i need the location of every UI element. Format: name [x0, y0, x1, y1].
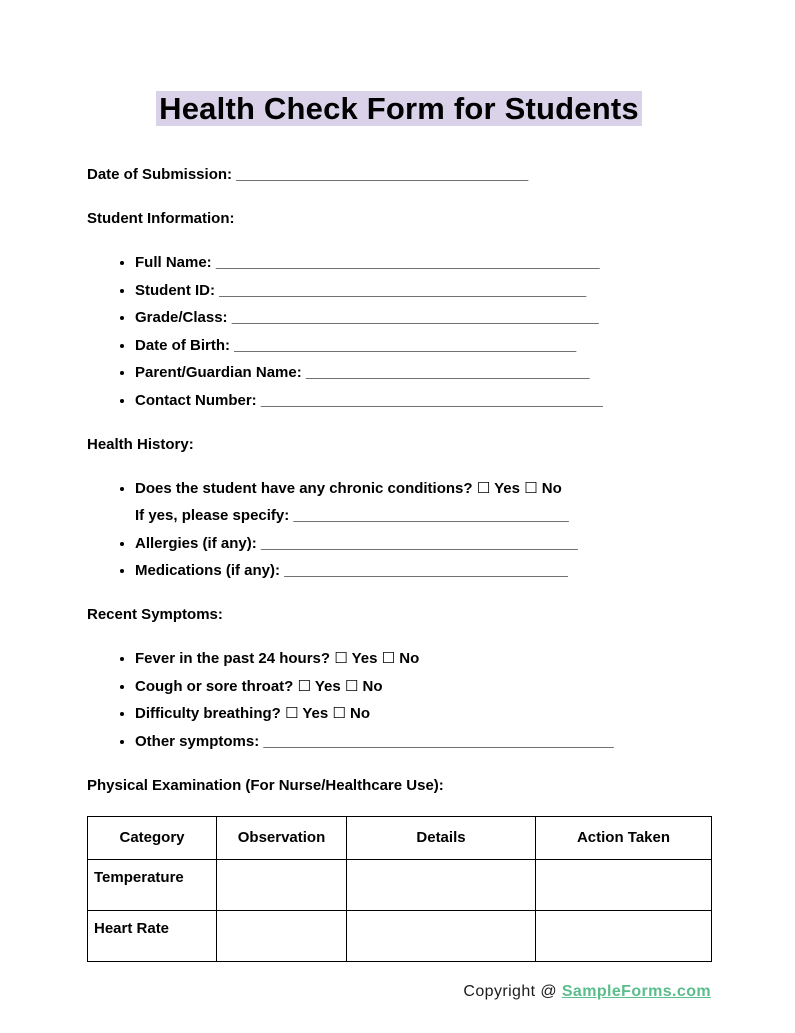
student-id-blank-line: ____________________________________________ [219, 281, 587, 299]
chronic-yes-checkbox-option: ☐ Yes [476, 479, 520, 497]
parent-guardian-blank-line: __________________________________ [305, 364, 590, 381]
contact-number-field-row [135, 387, 711, 415]
date-of-submission-blank-line: ___________________________________ [236, 166, 529, 183]
grade-class-label: Grade/Class: [135, 309, 228, 326]
fever-label: Fever in the past 24 hours? [135, 650, 331, 667]
parent-guardian-label: Parent/Guardian Name: [135, 364, 302, 381]
page-title-highlight: Health Check Form for Students [156, 91, 642, 126]
table-header-category: Category [88, 816, 217, 859]
student-id-field-row [135, 277, 711, 305]
medications-field-row [135, 557, 711, 585]
medications-blank-line: __________________________________ [284, 562, 568, 579]
recent-symptoms-list [87, 645, 711, 755]
other-symptoms-blank-line: __________________________________________ [263, 732, 614, 750]
physical-examination-table [87, 816, 712, 962]
breathing-label: Difficulty breathing? [135, 705, 281, 722]
table-header-action-taken: Action Taken [536, 816, 712, 859]
medications-label: Medications (if any): [135, 562, 281, 579]
chronic-conditions-field-row [135, 475, 711, 530]
section-heading-recent-symptoms: Recent Symptoms: [87, 606, 223, 623]
allergies-field-row [135, 530, 711, 558]
heart-rate-category-cell: Heart Rate [88, 910, 217, 961]
date-of-birth-field-row [135, 332, 711, 360]
breathing-no-checkbox-option: ☐ No [332, 705, 371, 722]
table-row-temperature [88, 859, 712, 910]
allergies-label: Allergies (if any): [135, 534, 257, 552]
table-header-row [88, 816, 712, 859]
fever-field-row [135, 645, 711, 673]
table-row-heart-rate [88, 910, 712, 961]
section-heading-student-information: Student Information: [87, 210, 235, 227]
date-of-submission-line [87, 161, 711, 189]
sampleforms-link[interactable]: SampleForms.com [561, 982, 711, 1000]
heart-rate-action-cell [536, 910, 712, 961]
full-name-blank-line: ______________________________________________ [215, 254, 600, 271]
fever-no-checkbox-option: ☐ No [381, 650, 420, 667]
health-history-list [87, 475, 711, 585]
copyright-text: Copyright @ [463, 982, 557, 1000]
footer [87, 983, 711, 1001]
breathing-field-row [135, 700, 711, 728]
date-of-submission-label: Date of Submission: [87, 166, 233, 183]
full-name-label: Full Name: [135, 254, 212, 271]
student-information-list [87, 249, 711, 414]
temperature-details-cell [347, 859, 536, 910]
temperature-observation-cell [217, 859, 347, 910]
chronic-no-checkbox-option: ☐ No [524, 479, 562, 497]
fever-yes-checkbox-option: ☐ Yes [334, 650, 378, 667]
cough-field-row [135, 673, 711, 701]
heart-rate-observation-cell [217, 910, 347, 961]
allergies-blank-line: ______________________________________ [260, 534, 578, 552]
parent-guardian-field-row [135, 359, 711, 387]
temperature-category-cell: Temperature [88, 859, 217, 910]
contact-number-blank-line: _________________________________________ [260, 391, 603, 409]
grade-class-field-row [135, 304, 711, 332]
date-of-birth-blank-line: _________________________________________ [234, 336, 577, 354]
student-id-label: Student ID: [135, 281, 215, 299]
temperature-action-cell [536, 859, 712, 910]
heart-rate-details-cell [347, 910, 536, 961]
table-header-details: Details [347, 816, 536, 859]
breathing-yes-checkbox-option: ☐ Yes [285, 705, 329, 722]
cough-no-checkbox-option: ☐ No [344, 677, 383, 695]
cough-yes-checkbox-option: ☐ Yes [297, 677, 341, 695]
date-of-birth-label: Date of Birth: [135, 336, 230, 354]
chronic-followup-blank-line: _________________________________ [293, 507, 569, 524]
other-symptoms-field-row [135, 728, 711, 756]
contact-number-label: Contact Number: [135, 391, 257, 409]
section-heading-physical-examination: Physical Examination (For Nurse/Healthcare Use): [87, 776, 444, 794]
full-name-field-row [135, 249, 711, 277]
section-heading-health-history: Health History: [87, 435, 194, 453]
table-header-observation: Observation [217, 816, 347, 859]
page-title [87, 88, 711, 129]
grade-class-blank-line: ____________________________________________ [231, 309, 599, 326]
chronic-followup-label: If yes, please specify: [135, 507, 290, 524]
cough-label: Cough or sore throat? [135, 677, 294, 695]
chronic-conditions-label: Does the student have any chronic conditions? [135, 479, 473, 497]
other-symptoms-label: Other symptoms: [135, 732, 260, 750]
